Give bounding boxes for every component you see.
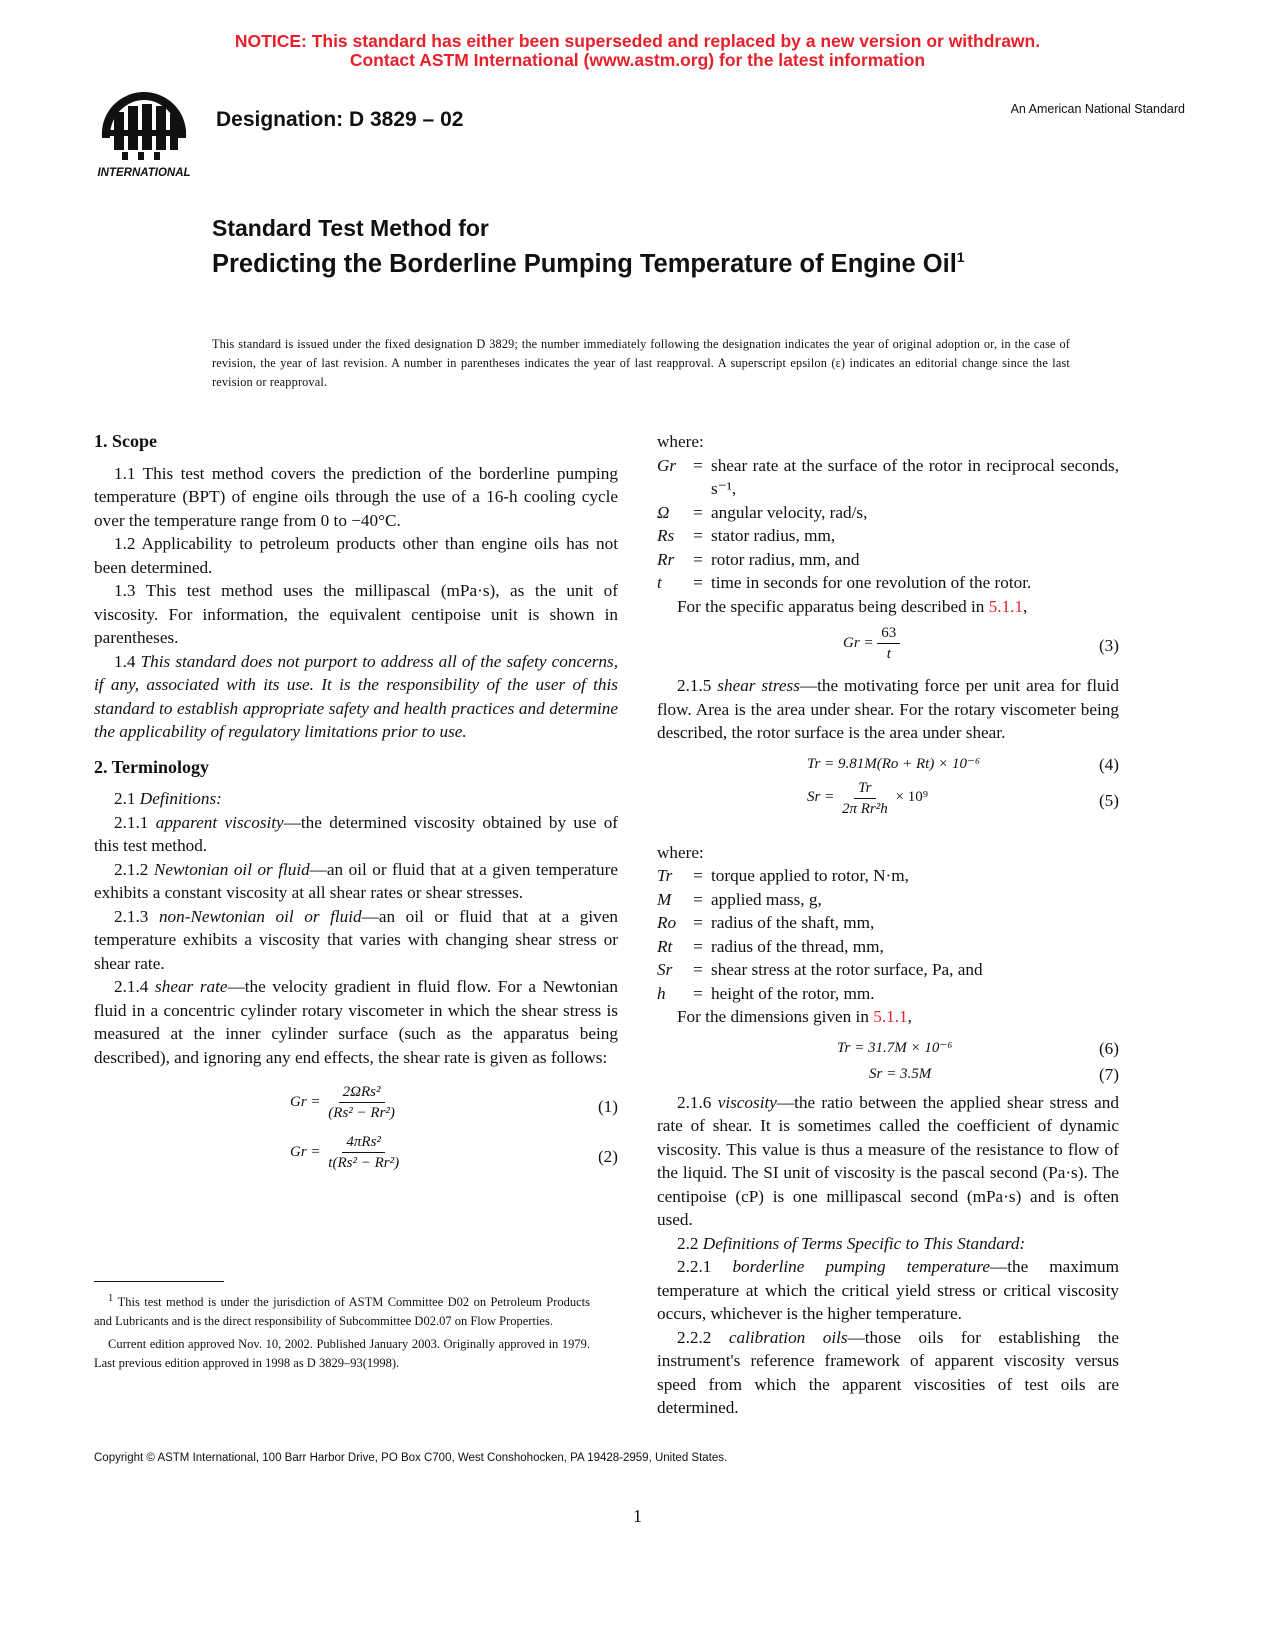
paragraph-2-1-4: 2.1.4 shear rate—the velocity gradient in fluid flow. For a Newtonian fluid in a concentric cylinder rotary viscometer in which the shear stress is measured at the inner cylinder surface (such as the apparatus being described), and ignoring any end effects, the shear rate is given as follows: [94, 977, 619, 1067]
equation-2 [94, 1131, 618, 1181]
dimensions-line: For the dimensions given in 5.1.1, [677, 1007, 912, 1026]
equation-4 [657, 751, 1119, 779]
definition-row: Tr = torque applied to rotor, N·m, [657, 866, 909, 885]
footnote-p2: Current edition approved Nov. 10, 2002. Published January 2003. Originally approved in 1979. Last previous edition approved in 1998 as D 3829–93(1998). [94, 1337, 590, 1371]
section-link-5-1-1[interactable]: 5.1.1 [988, 596, 1024, 616]
equation-3 [657, 618, 1119, 674]
paragraph-2-2-2: 2.2.2 calibration oils—those oils for establishing the instrument's reference framework of apparent viscosity versus speed from which the apparent viscosities of test oils are determined. [657, 1327, 1120, 1417]
eq5-numerator: Tr [854, 779, 875, 799]
document-title [212, 214, 1042, 279]
equation-1 [94, 1081, 618, 1131]
left-column [94, 430, 618, 1181]
paragraph-2-1-5: 2.1.5 shear stress—the motivating force per unit area for fluid flow. Area is the area under shear. For the rotary viscometer being described, the rotor surface is the area under shear. [657, 676, 1119, 742]
equation-7 [657, 1061, 1119, 1091]
american-national-standard: An American National Standard [1010, 102, 1185, 116]
definition-row: Rs = stator radius, mm, [657, 526, 836, 545]
specific-apparatus-line: For the specific apparatus being described in 5.1.1, [677, 596, 1028, 616]
paragraph-1-1: 1.1 This test method covers the prediction of the borderline pumping temperature (BPT) of engine oils through the use of a 16-h cooling cycle over the temperature range from 0 to −40°C. [94, 463, 618, 530]
right-column [657, 430, 1119, 1420]
eq2-denominator: t(Rs² − Rr²) [328, 1155, 400, 1171]
withdrawal-notice [0, 32, 1275, 70]
eq2-numerator: 4πRs² [342, 1133, 385, 1153]
paragraph-2-2-1: 2.2.1 borderline pumping temperature—the maximum temperature at which the critical yield stress or critical viscosity occurs, whichever is the higher temperature. [657, 1257, 1120, 1323]
eq3-label: (3) [1098, 636, 1119, 655]
footnote-mark: 1 [108, 1293, 114, 1304]
astm-logo-mark [92, 86, 196, 182]
eq5-rhs: × 10⁹ [895, 789, 928, 806]
definition-row: Rt = radius of the thread, mm, [657, 936, 884, 956]
eq3-denominator: t [886, 646, 891, 662]
eq3-lhs: Gr = [843, 634, 874, 651]
eq7-label: (7) [1098, 1064, 1119, 1084]
eq2-lhs: Gr = [290, 1143, 321, 1160]
footnote [94, 1289, 590, 1373]
where-label-1: where: [657, 432, 704, 451]
eq6-body: Tr = 31.7M × 10⁻⁶ [837, 1039, 953, 1056]
eq5-label: (5) [1098, 790, 1119, 810]
astm-logo [92, 86, 196, 182]
paragraph-2-1-2: 2.1.2 Newtonian oil or fluid—an oil or fluid that at a given temperature exhibits a constant viscosity at all shear rates or shear stresses. [94, 859, 618, 902]
logo-text: INTERNATIONAL [97, 167, 191, 179]
paragraph-1-2: 1.2 Applicability to petroleum products other than engine oils has not been determined. [94, 534, 618, 577]
where-list-1 [657, 454, 1119, 595]
paragraph-2-1-3: 2.1.3 non-Newtonian oil or fluid—an oil or fluid that at a given temperature exhibits a viscosity that varies with changing shear stress or shear rate. [94, 906, 618, 973]
eq5-lhs: Sr = [807, 789, 835, 806]
paragraph-1-3: 1.3 This test method uses the millipascal (mPa·s), as the unit of viscosity. For information, the equivalent centipoise unit is shown in parentheses. [94, 581, 618, 647]
definition-row: h = height of the rotor, mm. [657, 983, 875, 1003]
paragraph-2-1: 2.1 Definitions: [114, 789, 222, 808]
definition-row: t = time in seconds for one revolution of the rotor. [657, 573, 1032, 592]
paragraph-2-1-1: 2.1.1 apparent viscosity—the determined viscosity obtained by use of this test method. [94, 812, 619, 855]
eq2-label: (2) [597, 1147, 618, 1166]
eq3-numerator: 63 [877, 624, 900, 644]
paragraph-2-2: 2.2 Definitions of Terms Specific to This Standard: [677, 1233, 1026, 1253]
notice-line-1: NOTICE: This standard has either been superseded and replaced by a new version or withdrawn. [234, 31, 1041, 51]
eq5-denominator: 2π Rr²h [841, 800, 888, 817]
title-line-1: Standard Test Method for [212, 215, 489, 241]
eq1-denominator: (Rs² − Rr²) [328, 1105, 395, 1121]
eq1-lhs: Gr = [290, 1093, 321, 1110]
definition-row: Rr = rotor radius, mm, and [657, 549, 860, 569]
title-footnote-ref: 1 [956, 249, 965, 265]
definition-row: Sr = shear stress at the rotor surface, Pa, and [657, 960, 983, 979]
issued-note: This standard is issued under the fixed designation D 3829; the number immediately following the designation indicates the year of original adoption or, in the case of revision, the year of last revision. A number in parentheses indicates the year of last reapproval. A superscript epsilon (ε) indicates an editorial change since the last revision or reapproval. [212, 337, 1070, 389]
title-line-2: Predicting the Borderline Pumping Temperature of Engine Oil [212, 250, 957, 278]
section-heading-terminology: 2. Terminology [94, 756, 210, 777]
footnote-divider [94, 1281, 224, 1282]
notice-line-2: Contact ASTM International (www.astm.org) for the latest information [349, 50, 926, 70]
eq4-body: Tr = 9.81M(Ro + Rt) × 10⁻⁶ [807, 755, 981, 772]
eq1-label: (1) [597, 1097, 618, 1116]
paragraph-1-4: 1.4 This standard does not purport to address all of the safety concerns, if any, associated with its use. It is the responsibility of the user of this standard to establish appropriate safety and health practices and determine the applicability of regulatory limitations prior to use. [94, 651, 618, 741]
eq4-label: (4) [1098, 754, 1119, 774]
equation-6 [657, 1035, 1119, 1061]
copyright-line: Copyright © ASTM International, 100 Barr Harbor Drive, PO Box C700, West Conshohocken, PA 19428-2959, United States. [94, 1452, 728, 1464]
definition-row: Ω = angular velocity, rad/s, [657, 502, 868, 522]
eq6-label: (6) [1098, 1038, 1119, 1058]
section-heading-scope: 1. Scope [94, 431, 157, 451]
equation-5 [657, 779, 1119, 841]
definition-row: Ro = radius of the shaft, mm, [657, 913, 875, 932]
page-number: 1 [633, 1506, 642, 1526]
eq1-numerator: 2ΩRs² [339, 1083, 385, 1103]
where-list-2 [657, 864, 1119, 1005]
eq7-body: Sr = 3.5M [869, 1065, 932, 1082]
paragraph-2-1-6: 2.1.6 viscosity—the ratio between the applied shear stress and rate of shear. It is sometimes called the coefficient of dynamic viscosity. This value is thus a measure of the resistance to flow of the liquid. The SI unit of viscosity is the pascal second (Pa·s). The centipoise (cP) is one millipascal second (mPa·s) and is often used. [657, 1092, 1119, 1229]
definition-row: M = applied mass, g, [657, 889, 822, 909]
designation: Designation: D 3829 – 02 [216, 108, 464, 131]
section-link-5-1-1-b[interactable]: 5.1.1 [873, 1007, 908, 1026]
definition-row: Gr = shear rate at the surface of the rotor in reciprocal seconds, s⁻¹, [657, 455, 1119, 498]
footnote-p1: This test method is under the jurisdiction of ASTM Committee D02 on Petroleum Products and Lubricants and is the direct responsibility of Subcommittee D02.07 on Flow Properties. [94, 1295, 591, 1329]
where-label-2: where: [657, 842, 704, 862]
